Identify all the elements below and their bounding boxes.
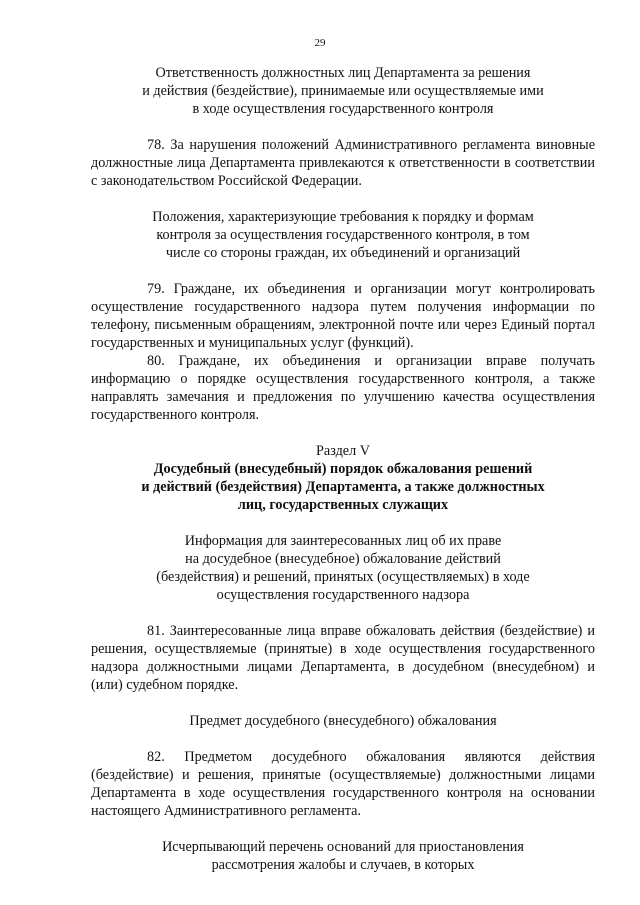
- paragraph-79: 79. Граждане, их объединения и организации могут контролировать осуществление государственного надзора путем получения информации по телефону, письменным обращениям, электронной почте или через Единый портал государственных и муниципальных услуг (функций).: [91, 281, 595, 351]
- heading-appeal-subject: Предмет досудебного (внесудебного) обжалования: [189, 713, 497, 729]
- heading-responsibility: Ответственность должностных лиц Департамента за решения и действия (бездействие), принимаемые или осуществляемые ими в ходе осуществления государственного контроля: [142, 65, 544, 117]
- heading-suspension-grounds: Исчерпывающий перечень оснований для приостановления рассмотрения жалобы и случаев, в которых: [162, 839, 524, 873]
- paragraph-81: 81. Заинтересованные лица вправе обжаловать действия (бездействие) и решения, осуществляемые (принятые) в ходе осуществления государственного надзора должностными лицами Департамента, в досудебном (внесудебном) и (или) судебном порядке.: [91, 623, 595, 693]
- paragraph-82: 82. Предметом досудебного обжалования являются действия (бездействие) и решения, принятые (осуществляемые) должностными лицами Департамента в ходе осуществления государственного контроля на основании настоящего Административного регламента.: [91, 749, 595, 819]
- section-heading: Досудебный (внесудебный) порядок обжалования решений и действий (бездействия) Департамента, а также должностных лиц, государственных служащих: [141, 461, 545, 513]
- page-number: 29: [314, 37, 326, 49]
- section-title: Раздел V: [316, 443, 370, 459]
- heading-control-forms: Положения, характеризующие требования к порядку и формам контроля за осуществления государственного контроля, в том числе со стороны граждан, их объединений и организаций: [152, 209, 534, 261]
- heading-appeal-info: Информация для заинтересованных лиц об их праве на досудебное (внесудебное) обжалование действий (бездействия) и решений, принятых (осуществляемых) в ходе осуществления государственного надзора: [156, 533, 530, 603]
- document-body: [91, 64, 595, 874]
- paragraph-78: 78. За нарушения положений Административного регламента виновные должностные лица Департамента привлекаются к ответственности в соответствии с законодательством Российской Федерации.: [91, 137, 595, 189]
- paragraph-80: 80. Граждане, их объединения и организации вправе получать информацию о порядке осуществления государственного контроля, а также направлять замечания и предложения по улучшению качества осуществления государственного контроля.: [91, 353, 595, 423]
